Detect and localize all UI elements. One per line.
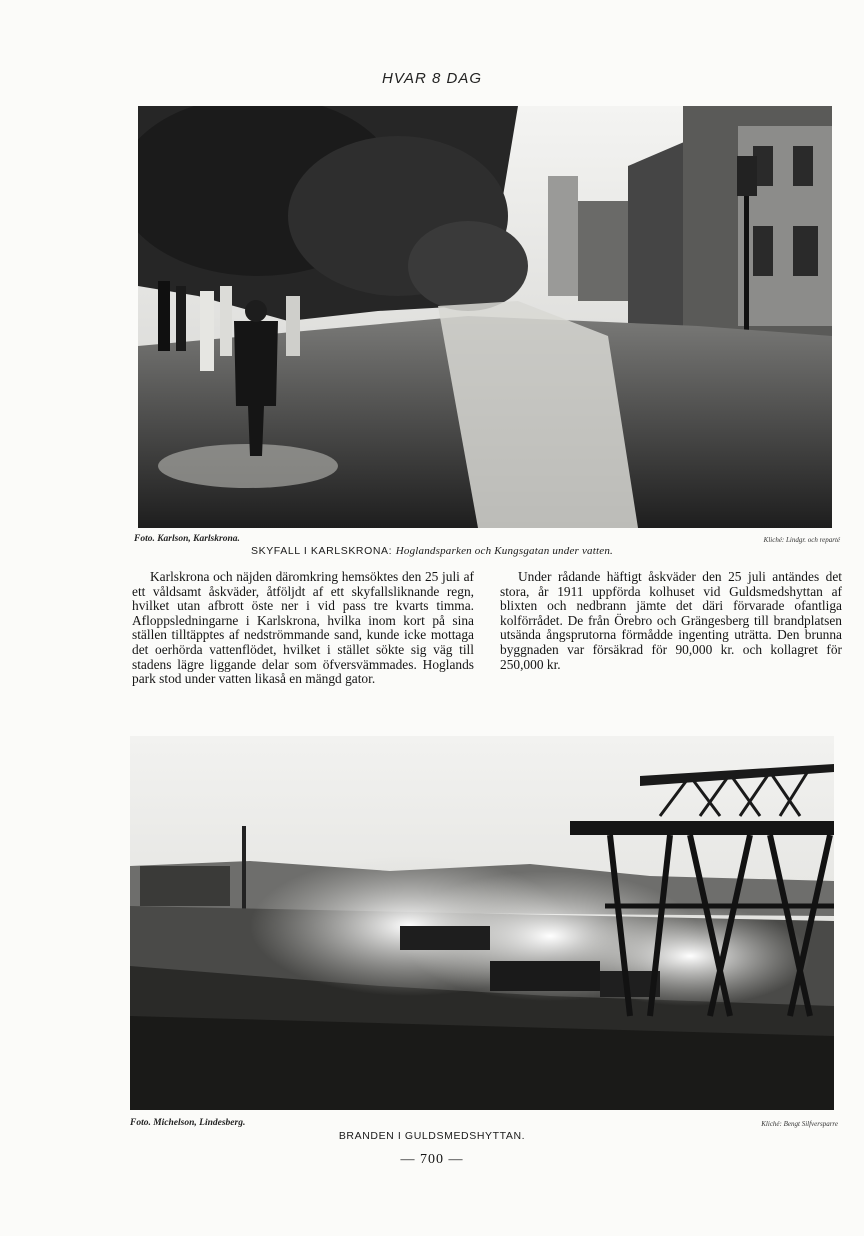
article-left-paragraph: Karlskrona och näjden däromkring hemsöktes den 25 juli af ett våldsamt åskväder, åtföljdt af ett skyfallsliknande regn, hvilket utan afbrott öste ner i vid pass tre kvarts timma. Afloppsledningarne i Karlskrona, hvilka inom kort på sina ställen tilltäpptes af nedströmmande sand, kunde icke mottaga det oerhörda vattenflödet, hvilket i stället sökte sig väg till stadens lägre liggande delar som öfversvämmades. Hoglands park stod under vatten likaså en mängd gator. <box>132 569 474 687</box>
fire-photo-illustration <box>130 736 834 1110</box>
fire-photo-caption: BRANDEN I GULDSMEDSHYTTAN. <box>338 1130 526 1142</box>
flood-photo <box>138 106 832 528</box>
article-left-column <box>132 570 474 687</box>
flood-photo-credit: Foto. Karlson, Karlskrona. <box>134 534 240 544</box>
fire-photo-engraver: Kliché: Bengt Silfversparre <box>761 1120 838 1128</box>
flood-photo-caption <box>0 545 864 557</box>
page-header-title: HVAR 8 DAG <box>381 70 483 87</box>
flood-caption-italic: Hoglandsparken och Kungsgatan under vatten. <box>395 545 613 557</box>
flood-caption-prefix: SKYFALL I KARLSKRONA: <box>251 545 393 557</box>
article-right-paragraph: Under rådande häftigt åskväder den 25 juli antändes det stora, år 1911 uppförda kolhuset vid Guldsmedshyttan af blixten och nedbrann jämte det däri förvarade ofantliga kolförrådet. De från Örebro och Grängesberg till brandplatsen utsända ångsprutorna förmådde ingenting uträtta. Den brunna byggnaden var försäkrad för 90,000 kr. och kollagret för 250,000 kr. <box>500 569 842 672</box>
flood-photo-engraver: Kliché: Lindgr. och reparté <box>763 536 840 544</box>
flood-photo-illustration <box>138 106 832 528</box>
fire-photo-credit: Foto. Michelson, Lindesberg. <box>130 1118 246 1128</box>
page-number: — 700 — <box>400 1152 464 1167</box>
fire-photo <box>130 736 834 1110</box>
article-right-column <box>500 570 842 672</box>
